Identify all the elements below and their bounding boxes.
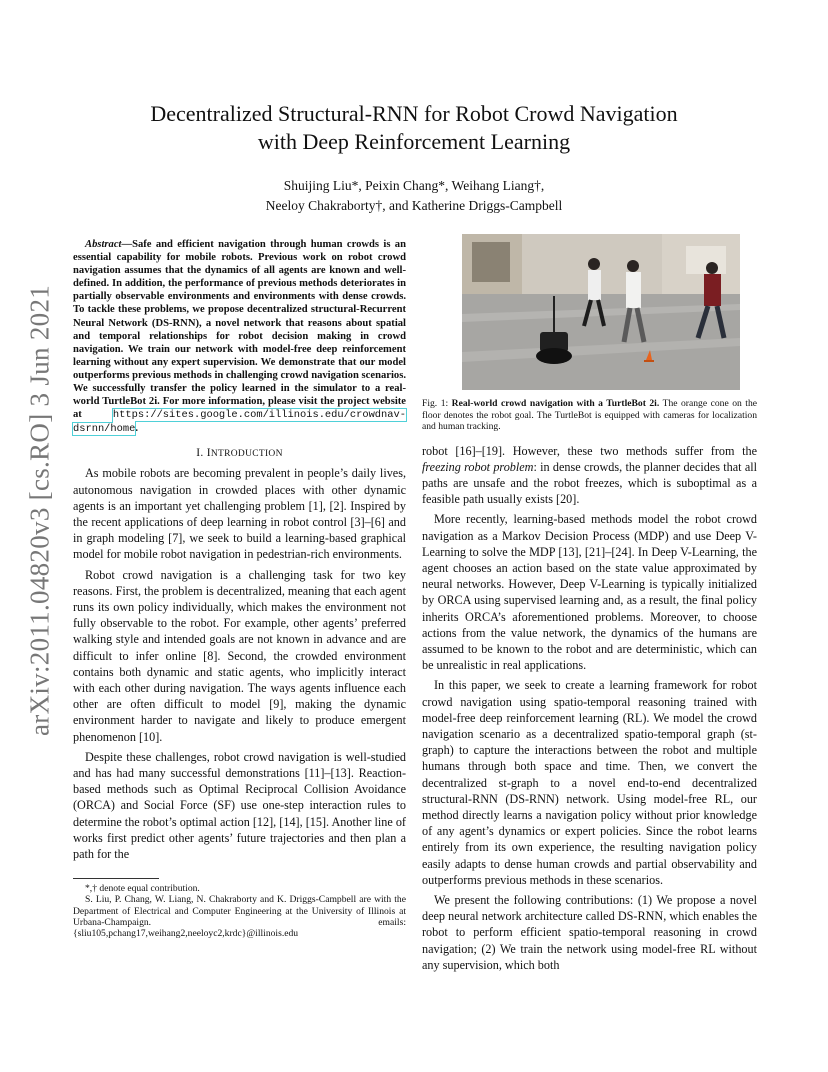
intro-paragraph-1: As mobile robots are becoming prevalent in people’s daily lives, autonomous navigation in crowded places with other dynamic agents is an important yet challenging problem [1], [2]. Inspired by the recent applications of deep learning in robot control [3]–[6] and in graph modeling [7], we seek to build a learning-based graphical model for mobile robot navigation in pedestrian-rich environments. [73, 466, 406, 562]
authors-line-2: Neeloy Chakraborty†, and Katherine Driggs-Campbell [265, 198, 563, 213]
project-website-link[interactable]: https://sites.google.com/illinois.edu/crowdnav-dsrnn/home [73, 409, 406, 436]
figure-photo [462, 234, 740, 390]
title-line-1: Decentralized Structural-RNN for Robot Crowd Navigation [150, 101, 678, 126]
paragraph-text: robot [16]–[19]. However, these two methods suffer from the [422, 443, 757, 458]
figure-caption [422, 398, 757, 433]
paper-title [120, 100, 708, 156]
title-line-2: with Deep Reinforcement Learning [257, 129, 571, 154]
section-numeral: I. I [196, 447, 211, 460]
right-column [422, 234, 757, 977]
footnote-equal-contribution: *,† denote equal contribution. [85, 883, 200, 895]
author-list [150, 176, 678, 216]
intro-paragraph-2: Robot crowd navigation is a challenging task for two key reasons. First, the problem is decentralized, meaning that each agent runs its own policy individually, which makes the environment not fully observable to the robot. For example, other agents’ preferred walking style and intended goals are not known in advance and are difficult to infer online [8]. Second, the crowded environment contains both dynamic and static agents, who implicitly interact with each other during navigation. The ways agents influence each other are often difficult to model [9], making the dynamic environment harder to navigate and likely to produce emergent phenomenon [10]. [73, 567, 407, 744]
footnote-rule [73, 878, 159, 879]
abstract-dash: — [121, 239, 133, 250]
section-title-rest: NTRODUCTION [210, 449, 283, 460]
caption-bold: Real-world crowd navigation with a TurtleBot 2i. [451, 398, 660, 409]
left-column [73, 238, 406, 939]
paragraph-italic-term: freezing robot problem [422, 459, 534, 474]
authors-line-1: Shuijing Liu*, Peixin Chang*, Weihang Liang†, [283, 178, 545, 193]
abstract [73, 238, 406, 436]
right-paragraph-1 [422, 443, 757, 508]
right-paragraph-2: More recently, learning-based methods model the robot crowd navigation as a Markov Decision Process (MDP) and use Deep V-Learning to solve the MDP [13], [21]–[24]. In Deep V-Learning, the agent chooses an action based on the state value approximated by neural networks. However, Deep V-Learning is typically initialized by ORCA using supervised learning and, as a result, the final policy inherits ORCA’s aforementioned problems. Moreover, to choose actions from the value network, the dynamics of the humans are assumed to be known to the robot and are deterministic, which can be unrealistic in real applications. [422, 512, 757, 673]
right-paragraph-3: In this paper, we seek to create a learning framework for robot crowd navigation using spatio-temporal reasoning trained with model-free deep reinforcement learning (RL). We model the crowd navigation scenario as a decentralized spatio-temporal graph (st-graph) to capture the interactions between the robot and multiple humans through both space and time. Then, we convert the decentralized st-graph to a novel end-to-end decentralized structural-RNN (DS-RNN) network. Using model-free RL, our method directly learns a navigation policy without prior knowledge of any agent’s dynamics or expert policies. Since the robot learns entirely from its own experience, the resulting navigation policy easily adapts to dense human crowds and partial observability and outperforms previous methods in these scenarios. [422, 678, 757, 887]
arxiv-identifier: arXiv:2011.04820v3 [cs.RO] 3 Jun 2021 [24, 284, 55, 736]
caption-prefix: Fig. 1: [422, 398, 452, 409]
right-paragraph-4: We present the following contributions: (1) We propose a novel deep neural network architecture called DS-RNN, which enables the robot to perform efficient spatio-temporal reasoning in crowd navigation; (2) We train the network using model-free RL without any supervision, which both [422, 892, 757, 972]
intro-paragraph-3: Despite these challenges, robot crowd navigation is well-studied and has had many successful demonstrations [11]–[13]. Reaction-based methods such as Optimal Reciprocal Collision Avoidance (ORCA) and Social Force (SF) use one-step interaction rules to determine the robot’s optimal action [12], [14], [15]. Another line of works first predict other agents’ future trajectories and then plan a path for the [73, 749, 406, 862]
abstract-end: . [135, 423, 139, 435]
paragraph-text: : in dense crowds, the planner decides that all paths are unsafe and the robot freezes, which is suboptimal as a feasible path usually exists [20]. [422, 459, 757, 507]
abstract-body: Safe and efficient navigation through human crowds is an essential capability for mobile robots. Previous work on robot crowd navigation assumes that the dynamics of all agents are known and well-defined. In addition, the performance of previous methods deteriorates in partially observable environments and environments with dense crowds. To tackle these problems, we propose decentralized structural-Recurrent Neural Network (DS-RNN), a novel network that reasons about spatial and temporal relationships for robot decision making in crowd navigation. We train our network with model-free deep reinforcement learning without any expert supervision. We demonstrate that our model outperforms previous methods in challenging crowd navigation scenarios. We successfully transfer the policy learned in the simulator to a real-world TurtleBot 2i. For more information, please visit the project website at [73, 239, 406, 421]
section-heading-introduction [73, 447, 406, 459]
abstract-lead: Abstract [85, 239, 122, 250]
footnote-affiliation: S. Liu, P. Chang, W. Liang, N. Chakraborty and K. Driggs-Campbell are with the Department of Electrical and Computer Engineering at the University of Illinois at Urbana-Champaign. emails: {sliu105,pchang17,weihang2,neeloyc2,krdc}@illinois.edu [73, 894, 406, 940]
crowd-navigation-photo [462, 234, 740, 390]
caption-rest: The orange cone on the floor denotes the robot goal. The TurtleBot is equipped with cameras for localization and human tracking. [422, 398, 757, 432]
